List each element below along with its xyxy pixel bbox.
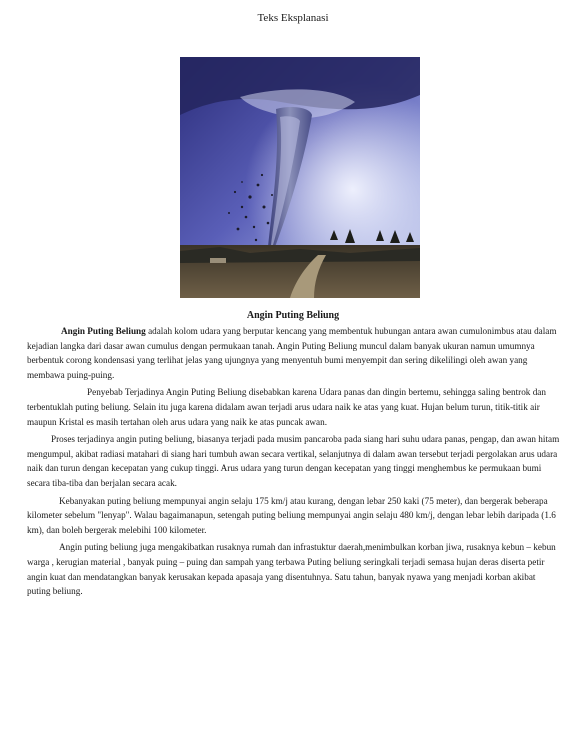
- paragraph-process: Proses terjadinya angin puting beliung, biasanya terjadi pada musim pancaroba pada siang hari suhu udara panas, pengap, dan awan hitam mengumpul, akibat radiasi matahari di siang hari tumbuh awan secara vertikal, selanjutnya di dalam awan tersebut terjadi pergolakan arus udara naik dan turun dengan kecepatan yang cukup tinggi. Arus udara yang turun dengan kecepatan yang tinggi menghembus ke permukaan bumi secara tiba-tiba dan berjalan secara acak.: [27, 434, 560, 488]
- paragraph-definition: [27, 324, 561, 382]
- tornado-image-icon: [180, 57, 420, 298]
- tornado-photo: [180, 57, 420, 298]
- paragraph-speed: Kebanyakan puting beliung mempunyai angin selaju 175 km/j atau kurang, dengan lebar 250 kaki (75 meter), dan bergerak beberapa kilometer sebelum "lenyap". Walau bagaimanapun, setengah puting beliung mempunyai angin selaju 480 km/j, dengan lebar lebih daripada (1.6 km), dan boleh bergerak melebihi 100 kilometer.: [27, 495, 556, 535]
- paragraph-impact: Angin puting beliung juga mengakibatkan rusaknya rumah dan infrastuktur daerah,menimbulkan korban jiwa, rusaknya kebun – kebun warga , kerugian material , banyak puing – puing dan sampah yang terbawa Puting beliung seringkali terjadi semasa hujan deras diserta petir angin kuat dan mendatangkan banyak kerusakan kepada apasaja yang disentuhnya. Satu tahun, banyak nyawa yang menjadi korban akibat puting beliung.: [27, 542, 556, 597]
- paragraph-lead-term: Angin Puting Beliung: [61, 326, 146, 336]
- paragraph-causes: Penyebab Terjadinya Angin Puting Beliung disebabkan karena Udara panas dan dingin bertemu, sehingga saling bentrok dan terbentuklah puting beliung. Selain itu juga karena didalam awan terjadi arus udara naik ke atas yang kuat. Hujan belum turun, titik-titik air maupun Kristal es masih tertahan oleh arus udara yang naik ke atas puncak awan.: [27, 387, 546, 427]
- document-title: Teks Eksplanasi: [257, 12, 329, 24]
- article-body: [27, 324, 561, 599]
- paragraph-definition-text: adalah kolom udara yang berputar kencang yang membentuk hubungan antara awan cumulonimbus atau dalam kejadian langka dari dasar awan cumulus dengan permukaan tanah. Angin Puting Beliung muncul dalam banyak ukuran namun umumnya berbentuk corong kondensasi yang terlihat jelas yang ujungnya yang menyentuh bumi menyempit dan sering dikelilingi oleh awan yang membawa puing-puing.: [27, 326, 557, 380]
- article-title: Angin Puting Beliung: [246, 310, 340, 321]
